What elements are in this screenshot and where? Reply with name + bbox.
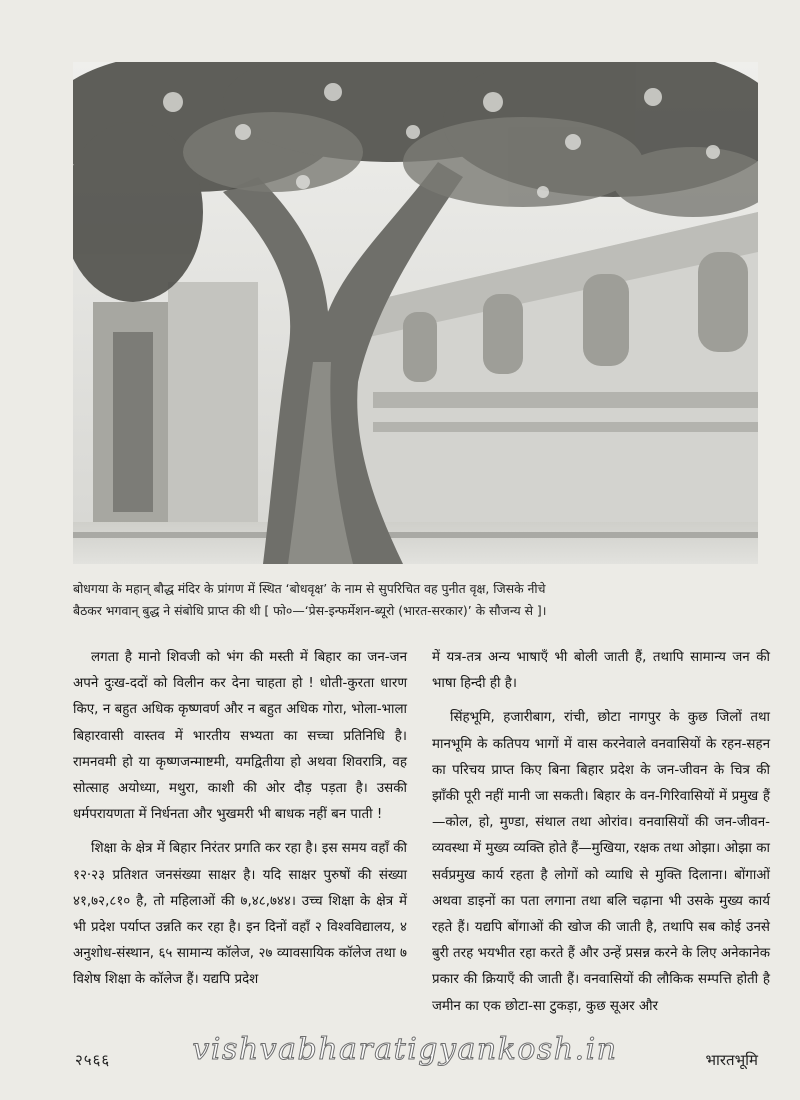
left-paragraph-1: लगता है मानो शिवजी को भंग की मस्ती में बिहार का जन-जन अपने दुःख-ददों को विलीन कर देना चाहता हो ! धोती-कुरता धारण किए, न बहुत अधिक कृष्णवर्ण और न बहुत अधिक गोरा, भोला-भाला बिहारवासी वास्तव में भारतीय सभ्यता का सच्चा प्रतिनिधि है। रामनवमी हो या कृष्णजन्माष्टमी, यमद्वितीया हो अथवा शिवरात्रि, वह सोत्साह अयोध्या, मथुरा, काशी की ओर दौड़ पड़ता है। उसकी धर्मपरायणता में निर्धनता और भुखमरी भी बाधक नहीं बन पाती ! [73,650,407,823]
left-column [73,645,407,1002]
left-paragraph-2: शिक्षा के क्षेत्र में बिहार निरंतर प्रगति कर रहा है। इस समय वहाँ की १२·२३ प्रतिशत जनसंख्या साक्षर है। यदि साक्षर पुरुषों की संख्या ४१,७२,८१० है, तो महिलाओं की ७,४८,७४४। उच्च शिक्षा के क्षेत्र में भी प्रदेश पर्याप्त उन्नति कर रहा है। इन दिनों वहाँ २ विश्वविद्यालय, ४ अनुशोध-संस्थान, ६५ सामान्य कॉलेज, २७ व्यावसायिक कॉलेज तथा ७ विशेष शिक्षा के कॉलेज हैं। यद्यपि प्रदेश [73,841,407,988]
right-paragraph-2: सिंहभूमि, हजारीबाग, रांची, छोटा नागपुर के कुछ जिलों तथा मानभूमि के कतिपय भागों में वास करनेवाले वनवासियों के रहन-सहन का परिचय प्राप्त किए बिना बिहार प्रदेश के जन-जीवन के चित्र की झाँकी पूरी नहीं मानी जा सकती। बिहार के वन-गिरिवासियों में प्रमुख हैं—कोल, हो, मुण्डा, संथाल तथा ओरांव। वनवासियों की जन-जीवन-व्यवस्था में मुख्य व्यक्ति होते हैं—मुखिया, रक्षक तथा ओझा। ओझा का सर्वप्रमुख कार्य रहता है लोगों को व्याधि से मुक्ति दिलाना। बोंगाओं अथवा डाइनों का पता लगाना तथा बलि चढ़ाना भी उसके मुख्य कार्य रहते हैं। यद्यपि बोंगाओं की खोज की जाती है, तथापि सब कोई उनसे बुरी तरह भयभीत रहा करते हैं और उन्हें प्रसन्न करने के लिए अनेकानेक प्रकार की क्रियाएँ की जाती हैं। वनवासियों की लौकिक सम्पत्ति होती है जमीन का एक छोटा-सा टुकड़ा, कुछ सूअर और [432,710,770,1014]
photo-caption [73,578,763,622]
right-column [432,645,770,1028]
caption-line-2: बैठकर भगवान् बुद्ध ने संबोधि प्राप्त की थी [ फो०—‘प्रेस-इन्फर्मेशन-ब्यूरो (भारत-सरकार)’ के सौजन्य से ]। [73,603,547,618]
magazine-name: भारतभूमि [705,1051,758,1069]
right-paragraph-1: में यत्र-तत्र अन्य भाषाएँ भी बोली जाती हैं, तथापि सामान्य जन की भाषा हिन्दी ही है। [432,650,770,692]
bodhi-tree-photo [73,62,758,564]
caption-line-1: बोधगया के महान् बौद्ध मंदिर के प्रांगण में स्थित ‘बोधवृक्ष’ के नाम से सुपरिचित वह पुनीत वृक्ष, जिसके नीचे [73,581,546,596]
watermark: vishvabharatigyankosh.in [192,1032,618,1067]
photo-illustration [73,62,758,564]
page-number: २५६६ [75,1051,111,1069]
